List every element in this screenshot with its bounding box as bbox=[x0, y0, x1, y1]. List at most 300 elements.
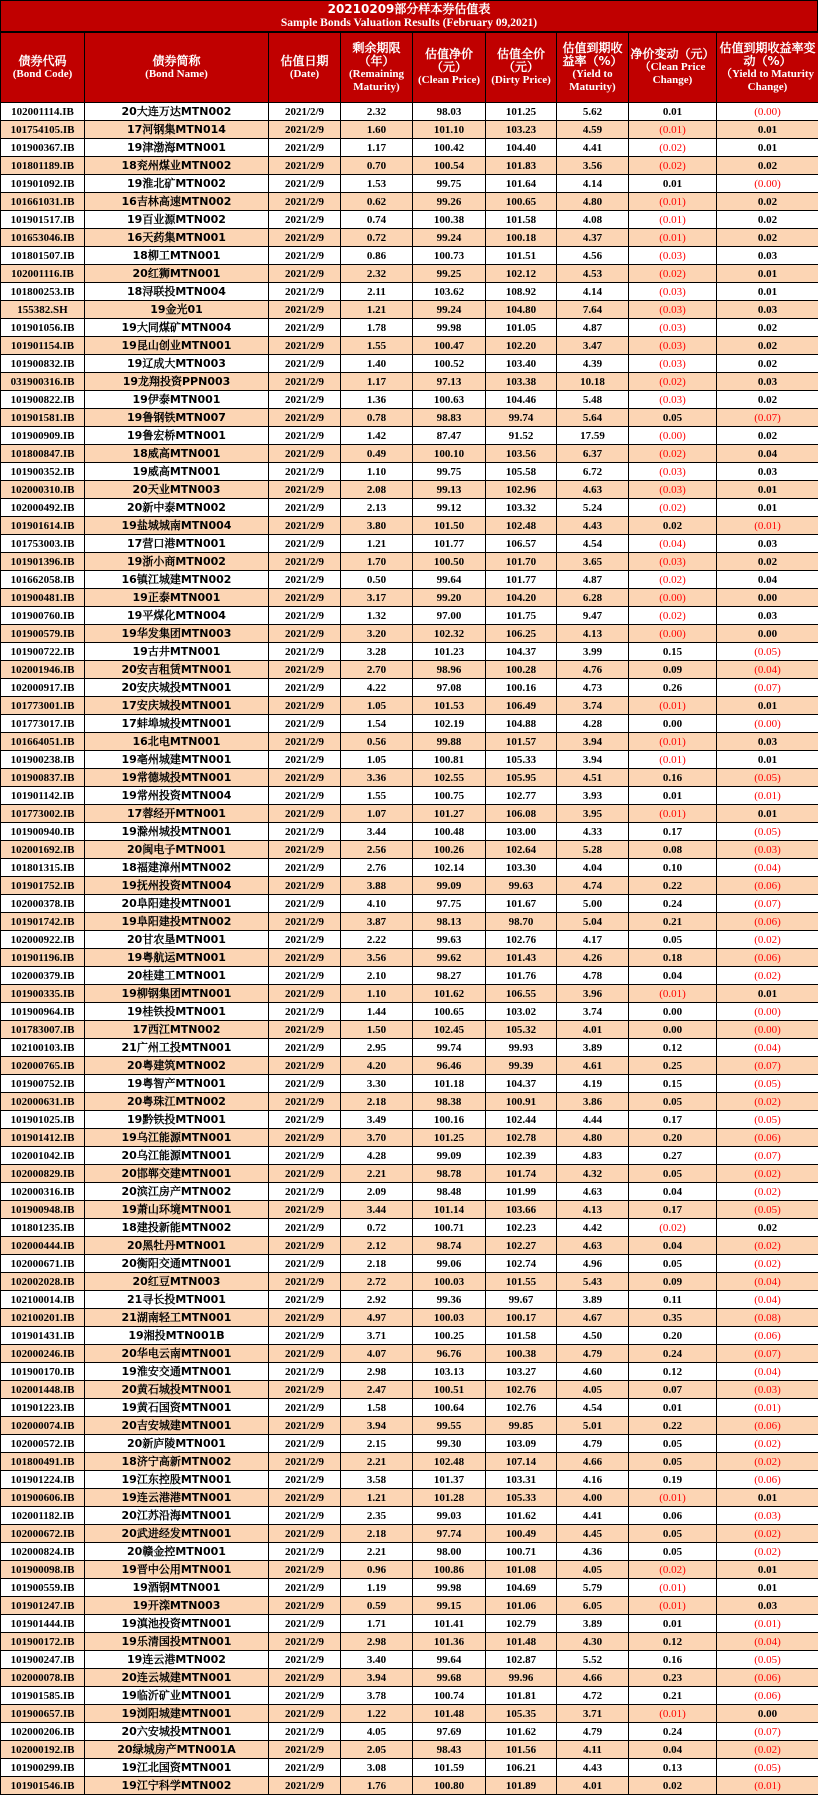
cell-clean-price-change: (0.03) bbox=[629, 355, 717, 373]
cell-bond-name: 19江北国资MTN001 bbox=[85, 1759, 269, 1777]
cell-clean-price: 99.30 bbox=[413, 1435, 486, 1453]
cell-bond-name: 20赣金控MTN001 bbox=[85, 1543, 269, 1561]
cell-date: 2021/2/9 bbox=[269, 337, 341, 355]
cell-bond-code: 101901092.IB bbox=[1, 175, 85, 193]
cell-clean-price: 99.06 bbox=[413, 1255, 486, 1273]
cell-clean-price-change: (0.01) bbox=[629, 1579, 717, 1597]
cell-dirty-price: 101.48 bbox=[486, 1633, 557, 1651]
cell-date: 2021/2/9 bbox=[269, 1363, 341, 1381]
cell-bond-code: 101801189.IB bbox=[1, 157, 85, 175]
bond-valuation-table bbox=[0, 32, 818, 1795]
cell-bond-name: 19大同煤矿MTN004 bbox=[85, 319, 269, 337]
cell-date: 2021/2/9 bbox=[269, 877, 341, 895]
cell-clean-price: 98.00 bbox=[413, 1543, 486, 1561]
cell-dirty-price: 100.49 bbox=[486, 1525, 557, 1543]
cell-yield-to-maturity: 5.48 bbox=[557, 391, 629, 409]
cell-date: 2021/2/9 bbox=[269, 1201, 341, 1219]
cell-clean-price-change: 0.05 bbox=[629, 1543, 717, 1561]
cell-date: 2021/2/9 bbox=[269, 1741, 341, 1759]
cell-ytm-change: (0.02) bbox=[717, 1741, 818, 1759]
cell-clean-price-change: (0.03) bbox=[629, 319, 717, 337]
table-row bbox=[1, 139, 818, 157]
cell-ytm-change: 0.00 bbox=[717, 1705, 818, 1723]
cell-clean-price: 100.80 bbox=[413, 1777, 486, 1795]
cell-yield-to-maturity: 4.66 bbox=[557, 1453, 629, 1471]
cell-clean-price: 100.54 bbox=[413, 157, 486, 175]
cell-clean-price-change: (0.01) bbox=[629, 985, 717, 1003]
cell-clean-price: 100.65 bbox=[413, 1003, 486, 1021]
table-row bbox=[1, 1651, 818, 1669]
cell-bond-name: 20天业MTN003 bbox=[85, 481, 269, 499]
table-row bbox=[1, 1561, 818, 1579]
cell-bond-name: 19滁州城投MTN001 bbox=[85, 823, 269, 841]
cell-ytm-change: 0.01 bbox=[717, 751, 818, 769]
cell-ytm-change: 0.00 bbox=[717, 589, 818, 607]
cell-remaining-maturity: 3.94 bbox=[341, 1417, 413, 1435]
cell-clean-price: 101.27 bbox=[413, 805, 486, 823]
cell-clean-price-change: 0.01 bbox=[629, 1615, 717, 1633]
cell-remaining-maturity: 2.72 bbox=[341, 1273, 413, 1291]
cell-date: 2021/2/9 bbox=[269, 697, 341, 715]
title-english: Sample Bonds Valuation Results (February 09,2021) bbox=[280, 17, 538, 29]
cell-yield-to-maturity: 4.54 bbox=[557, 535, 629, 553]
cell-clean-price-change: 0.24 bbox=[629, 1345, 717, 1363]
cell-dirty-price: 107.14 bbox=[486, 1453, 557, 1471]
cell-remaining-maturity: 2.76 bbox=[341, 859, 413, 877]
cell-ytm-change: 0.04 bbox=[717, 445, 818, 463]
cell-yield-to-maturity: 4.56 bbox=[557, 247, 629, 265]
cell-dirty-price: 101.08 bbox=[486, 1561, 557, 1579]
cell-bond-code: 101800847.IB bbox=[1, 445, 85, 463]
cell-bond-name: 19阜阳建投MTN002 bbox=[85, 913, 269, 931]
cell-clean-price-change: (0.01) bbox=[629, 751, 717, 769]
cell-date: 2021/2/9 bbox=[269, 1291, 341, 1309]
cell-remaining-maturity: 4.28 bbox=[341, 1147, 413, 1165]
cell-yield-to-maturity: 4.63 bbox=[557, 1183, 629, 1201]
cell-date: 2021/2/9 bbox=[269, 1669, 341, 1687]
cell-dirty-price: 101.56 bbox=[486, 1741, 557, 1759]
cell-date: 2021/2/9 bbox=[269, 625, 341, 643]
cell-remaining-maturity: 2.18 bbox=[341, 1093, 413, 1111]
cell-clean-price: 99.74 bbox=[413, 1039, 486, 1057]
table-row bbox=[1, 733, 818, 751]
cell-yield-to-maturity: 4.79 bbox=[557, 1435, 629, 1453]
cell-date: 2021/2/9 bbox=[269, 247, 341, 265]
cell-bond-code: 102001692.IB bbox=[1, 841, 85, 859]
cell-clean-price: 97.00 bbox=[413, 607, 486, 625]
cell-yield-to-maturity: 6.28 bbox=[557, 589, 629, 607]
cell-clean-price-change: (0.03) bbox=[629, 553, 717, 571]
cell-bond-code: 101901224.IB bbox=[1, 1471, 85, 1489]
cell-remaining-maturity: 3.30 bbox=[341, 1075, 413, 1093]
cell-yield-to-maturity: 4.16 bbox=[557, 1471, 629, 1489]
cell-dirty-price: 103.32 bbox=[486, 499, 557, 517]
table-row bbox=[1, 121, 818, 139]
cell-remaining-maturity: 2.05 bbox=[341, 1741, 413, 1759]
cell-dirty-price: 101.70 bbox=[486, 553, 557, 571]
cell-date: 2021/2/9 bbox=[269, 841, 341, 859]
cell-date: 2021/2/9 bbox=[269, 373, 341, 391]
cell-date: 2021/2/9 bbox=[269, 463, 341, 481]
cell-clean-price: 102.19 bbox=[413, 715, 486, 733]
cell-clean-price-change: (0.03) bbox=[629, 283, 717, 301]
table-row bbox=[1, 715, 818, 733]
cell-clean-price-change: 0.06 bbox=[629, 1507, 717, 1525]
table-row bbox=[1, 805, 818, 823]
cell-clean-price: 98.83 bbox=[413, 409, 486, 427]
cell-clean-price-change: (0.00) bbox=[629, 589, 717, 607]
cell-date: 2021/2/9 bbox=[269, 1507, 341, 1525]
cell-date: 2021/2/9 bbox=[269, 1651, 341, 1669]
cell-dirty-price: 104.20 bbox=[486, 589, 557, 607]
cell-date: 2021/2/9 bbox=[269, 1111, 341, 1129]
cell-remaining-maturity: 0.74 bbox=[341, 211, 413, 229]
cell-bond-code: 102000379.IB bbox=[1, 967, 85, 985]
cell-remaining-maturity: 3.71 bbox=[341, 1327, 413, 1345]
cell-dirty-price: 100.65 bbox=[486, 193, 557, 211]
cell-dirty-price: 99.93 bbox=[486, 1039, 557, 1057]
cell-clean-price-change: 0.26 bbox=[629, 679, 717, 697]
cell-bond-name: 19金光01 bbox=[85, 301, 269, 319]
cell-date: 2021/2/9 bbox=[269, 1723, 341, 1741]
cell-bond-code: 102000572.IB bbox=[1, 1435, 85, 1453]
cell-clean-price: 99.15 bbox=[413, 1597, 486, 1615]
cell-ytm-change: (0.04) bbox=[717, 1291, 818, 1309]
cell-dirty-price: 101.81 bbox=[486, 1687, 557, 1705]
cell-remaining-maturity: 3.80 bbox=[341, 517, 413, 535]
cell-clean-price-change: 0.18 bbox=[629, 949, 717, 967]
cell-bond-name: 20安吉租赁MTN001 bbox=[85, 661, 269, 679]
cell-bond-code: 101773002.IB bbox=[1, 805, 85, 823]
cell-date: 2021/2/9 bbox=[269, 931, 341, 949]
cell-bond-name: 19江东控股MTN001 bbox=[85, 1471, 269, 1489]
cell-bond-code: 101900752.IB bbox=[1, 1075, 85, 1093]
cell-ytm-change: (0.00) bbox=[717, 1021, 818, 1039]
cell-bond-code: 102000310.IB bbox=[1, 481, 85, 499]
table-row bbox=[1, 193, 818, 211]
table-row bbox=[1, 1435, 818, 1453]
table-row bbox=[1, 1525, 818, 1543]
cell-remaining-maturity: 2.32 bbox=[341, 103, 413, 121]
cell-bond-code: 102100201.IB bbox=[1, 1309, 85, 1327]
cell-bond-name: 19华发集团MTN003 bbox=[85, 625, 269, 643]
table-row bbox=[1, 1147, 818, 1165]
table-row bbox=[1, 589, 818, 607]
cell-remaining-maturity: 4.07 bbox=[341, 1345, 413, 1363]
cell-remaining-maturity: 2.18 bbox=[341, 1255, 413, 1273]
cell-yield-to-maturity: 4.11 bbox=[557, 1741, 629, 1759]
cell-ytm-change: 0.03 bbox=[717, 733, 818, 751]
cell-bond-name: 19开滦MTN003 bbox=[85, 1597, 269, 1615]
cell-remaining-maturity: 1.17 bbox=[341, 373, 413, 391]
cell-bond-name: 18福建漳州MTN002 bbox=[85, 859, 269, 877]
cell-bond-name: 20阜阳建投MTN001 bbox=[85, 895, 269, 913]
cell-date: 2021/2/9 bbox=[269, 139, 341, 157]
cell-ytm-change: 0.03 bbox=[717, 535, 818, 553]
cell-dirty-price: 101.77 bbox=[486, 571, 557, 589]
cell-dirty-price: 99.39 bbox=[486, 1057, 557, 1075]
cell-ytm-change: 0.02 bbox=[717, 319, 818, 337]
cell-clean-price: 98.27 bbox=[413, 967, 486, 985]
cell-date: 2021/2/9 bbox=[269, 283, 341, 301]
header-row bbox=[1, 33, 818, 103]
cell-dirty-price: 104.37 bbox=[486, 643, 557, 661]
cell-yield-to-maturity: 4.43 bbox=[557, 1759, 629, 1777]
cell-clean-price-change: 0.04 bbox=[629, 1237, 717, 1255]
cell-ytm-change: 0.01 bbox=[717, 283, 818, 301]
table-row bbox=[1, 1003, 818, 1021]
cell-clean-price-change: 0.12 bbox=[629, 1633, 717, 1651]
cell-remaining-maturity: 2.13 bbox=[341, 499, 413, 517]
cell-ytm-change: (0.02) bbox=[717, 1543, 818, 1561]
table-row bbox=[1, 355, 818, 373]
table-row bbox=[1, 1363, 818, 1381]
cell-dirty-price: 103.09 bbox=[486, 1435, 557, 1453]
cell-bond-name: 19常德城投MTN001 bbox=[85, 769, 269, 787]
cell-bond-code: 101900247.IB bbox=[1, 1651, 85, 1669]
cell-bond-code: 101773001.IB bbox=[1, 697, 85, 715]
table-row bbox=[1, 211, 818, 229]
cell-bond-name: 19古井MTN001 bbox=[85, 643, 269, 661]
cell-dirty-price: 101.06 bbox=[486, 1597, 557, 1615]
cell-bond-code: 101662058.IB bbox=[1, 571, 85, 589]
cell-remaining-maturity: 0.50 bbox=[341, 571, 413, 589]
cell-bond-name: 19正泰MTN001 bbox=[85, 589, 269, 607]
cell-clean-price-change: 0.27 bbox=[629, 1147, 717, 1165]
cell-yield-to-maturity: 3.89 bbox=[557, 1615, 629, 1633]
cell-yield-to-maturity: 4.61 bbox=[557, 1057, 629, 1075]
cell-bond-name: 20武进经发MTN001 bbox=[85, 1525, 269, 1543]
table-row bbox=[1, 265, 818, 283]
cell-date: 2021/2/9 bbox=[269, 1435, 341, 1453]
cell-ytm-change: 0.04 bbox=[717, 571, 818, 589]
cell-yield-to-maturity: 10.18 bbox=[557, 373, 629, 391]
cell-clean-price: 97.13 bbox=[413, 373, 486, 391]
cell-dirty-price: 100.16 bbox=[486, 679, 557, 697]
cell-yield-to-maturity: 3.96 bbox=[557, 985, 629, 1003]
cell-remaining-maturity: 1.58 bbox=[341, 1399, 413, 1417]
cell-ytm-change: 0.01 bbox=[717, 121, 818, 139]
cell-remaining-maturity: 0.72 bbox=[341, 229, 413, 247]
cell-remaining-maturity: 0.96 bbox=[341, 1561, 413, 1579]
cell-yield-to-maturity: 4.60 bbox=[557, 1363, 629, 1381]
cell-bond-code: 101901546.IB bbox=[1, 1777, 85, 1795]
cell-remaining-maturity: 1.21 bbox=[341, 535, 413, 553]
cell-bond-name: 18威高MTN001 bbox=[85, 445, 269, 463]
cell-ytm-change: (0.06) bbox=[717, 1327, 818, 1345]
cell-clean-price: 100.50 bbox=[413, 553, 486, 571]
table-row bbox=[1, 931, 818, 949]
cell-bond-name: 20江苏沿海MTN001 bbox=[85, 1507, 269, 1525]
cell-bond-code: 101901431.IB bbox=[1, 1327, 85, 1345]
cell-clean-price: 100.03 bbox=[413, 1273, 486, 1291]
cell-clean-price: 99.68 bbox=[413, 1669, 486, 1687]
cell-yield-to-maturity: 4.39 bbox=[557, 355, 629, 373]
cell-remaining-maturity: 3.44 bbox=[341, 1201, 413, 1219]
cell-clean-price: 99.36 bbox=[413, 1291, 486, 1309]
col-bond-code: 债券代码 (Bond Code) bbox=[1, 33, 85, 103]
cell-yield-to-maturity: 4.51 bbox=[557, 769, 629, 787]
cell-clean-price: 99.75 bbox=[413, 463, 486, 481]
cell-bond-code: 101901142.IB bbox=[1, 787, 85, 805]
cell-clean-price-change: (0.03) bbox=[629, 463, 717, 481]
cell-clean-price: 98.38 bbox=[413, 1093, 486, 1111]
cell-yield-to-maturity: 3.71 bbox=[557, 1705, 629, 1723]
cell-yield-to-maturity: 4.14 bbox=[557, 175, 629, 193]
cell-date: 2021/2/9 bbox=[269, 1705, 341, 1723]
cell-date: 2021/2/9 bbox=[269, 1345, 341, 1363]
cell-clean-price-change: 0.00 bbox=[629, 1003, 717, 1021]
cell-yield-to-maturity: 6.05 bbox=[557, 1597, 629, 1615]
cell-clean-price: 101.77 bbox=[413, 535, 486, 553]
cell-bond-code: 101900940.IB bbox=[1, 823, 85, 841]
table-row bbox=[1, 463, 818, 481]
cell-remaining-maturity: 2.21 bbox=[341, 1453, 413, 1471]
cell-clean-price: 98.03 bbox=[413, 103, 486, 121]
cell-bond-name: 19黄石国资MTN001 bbox=[85, 1399, 269, 1417]
cell-bond-name: 19江宁科学MTN002 bbox=[85, 1777, 269, 1795]
cell-yield-to-maturity: 4.42 bbox=[557, 1219, 629, 1237]
cell-dirty-price: 100.18 bbox=[486, 229, 557, 247]
table-row bbox=[1, 1741, 818, 1759]
cell-ytm-change: (0.04) bbox=[717, 859, 818, 877]
cell-remaining-maturity: 1.54 bbox=[341, 715, 413, 733]
cell-dirty-price: 102.64 bbox=[486, 841, 557, 859]
cell-remaining-maturity: 3.87 bbox=[341, 913, 413, 931]
cell-dirty-price: 100.17 bbox=[486, 1309, 557, 1327]
cell-clean-price-change: (0.01) bbox=[629, 733, 717, 751]
cell-yield-to-maturity: 4.87 bbox=[557, 319, 629, 337]
cell-yield-to-maturity: 4.41 bbox=[557, 139, 629, 157]
cell-remaining-maturity: 2.35 bbox=[341, 1507, 413, 1525]
table-row bbox=[1, 877, 818, 895]
table-row bbox=[1, 445, 818, 463]
cell-ytm-change: 0.03 bbox=[717, 247, 818, 265]
cell-remaining-maturity: 2.11 bbox=[341, 283, 413, 301]
cell-bond-code: 102000829.IB bbox=[1, 1165, 85, 1183]
cell-bond-code: 101900367.IB bbox=[1, 139, 85, 157]
cell-yield-to-maturity: 4.63 bbox=[557, 1237, 629, 1255]
cell-yield-to-maturity: 4.73 bbox=[557, 679, 629, 697]
cell-bond-code: 101801235.IB bbox=[1, 1219, 85, 1237]
cell-date: 2021/2/9 bbox=[269, 823, 341, 841]
cell-clean-price: 99.09 bbox=[413, 877, 486, 895]
cell-date: 2021/2/9 bbox=[269, 103, 341, 121]
cell-dirty-price: 101.67 bbox=[486, 895, 557, 913]
col-yield-to-maturity: 估值到期收益率（%） (Yield to Maturity) bbox=[557, 33, 629, 103]
cell-bond-name: 19萧山环境MTN001 bbox=[85, 1201, 269, 1219]
table-row bbox=[1, 697, 818, 715]
cell-clean-price: 99.26 bbox=[413, 193, 486, 211]
table-row bbox=[1, 1687, 818, 1705]
cell-dirty-price: 101.43 bbox=[486, 949, 557, 967]
cell-remaining-maturity: 2.98 bbox=[341, 1633, 413, 1651]
cell-date: 2021/2/9 bbox=[269, 1687, 341, 1705]
cell-bond-code: 101901154.IB bbox=[1, 337, 85, 355]
cell-dirty-price: 106.21 bbox=[486, 1759, 557, 1777]
cell-bond-code: 101901247.IB bbox=[1, 1597, 85, 1615]
cell-yield-to-maturity: 4.28 bbox=[557, 715, 629, 733]
cell-bond-name: 19鲁钢铁MTN007 bbox=[85, 409, 269, 427]
cell-clean-price-change: (0.01) bbox=[629, 1489, 717, 1507]
cell-bond-code: 102000672.IB bbox=[1, 1525, 85, 1543]
table-row bbox=[1, 481, 818, 499]
cell-clean-price: 100.42 bbox=[413, 139, 486, 157]
cell-bond-code: 101900238.IB bbox=[1, 751, 85, 769]
cell-yield-to-maturity: 4.36 bbox=[557, 1543, 629, 1561]
cell-ytm-change: 0.02 bbox=[717, 391, 818, 409]
cell-date: 2021/2/9 bbox=[269, 571, 341, 589]
cell-clean-price-change: 0.22 bbox=[629, 1417, 717, 1435]
cell-clean-price: 101.25 bbox=[413, 1129, 486, 1147]
cell-remaining-maturity: 2.95 bbox=[341, 1039, 413, 1057]
cell-yield-to-maturity: 3.94 bbox=[557, 733, 629, 751]
cell-dirty-price: 101.99 bbox=[486, 1183, 557, 1201]
cell-dirty-price: 101.64 bbox=[486, 175, 557, 193]
cell-bond-name: 20六安城投MTN001 bbox=[85, 1723, 269, 1741]
table-row bbox=[1, 409, 818, 427]
cell-clean-price: 99.64 bbox=[413, 1651, 486, 1669]
cell-ytm-change: (0.02) bbox=[717, 931, 818, 949]
cell-bond-name: 19临沂矿业MTN001 bbox=[85, 1687, 269, 1705]
cell-bond-code: 102001042.IB bbox=[1, 1147, 85, 1165]
cell-bond-code: 101901412.IB bbox=[1, 1129, 85, 1147]
cell-clean-price: 100.63 bbox=[413, 391, 486, 409]
cell-date: 2021/2/9 bbox=[269, 1417, 341, 1435]
cell-ytm-change: (0.06) bbox=[717, 949, 818, 967]
cell-clean-price: 100.75 bbox=[413, 787, 486, 805]
cell-yield-to-maturity: 5.04 bbox=[557, 913, 629, 931]
cell-ytm-change: (0.07) bbox=[717, 1147, 818, 1165]
cell-yield-to-maturity: 4.45 bbox=[557, 1525, 629, 1543]
cell-clean-price-change: 0.02 bbox=[629, 1777, 717, 1795]
cell-remaining-maturity: 4.05 bbox=[341, 1723, 413, 1741]
cell-clean-price: 101.37 bbox=[413, 1471, 486, 1489]
cell-clean-price: 98.74 bbox=[413, 1237, 486, 1255]
cell-yield-to-maturity: 4.00 bbox=[557, 1489, 629, 1507]
cell-clean-price: 96.46 bbox=[413, 1057, 486, 1075]
cell-date: 2021/2/9 bbox=[269, 949, 341, 967]
cell-clean-price: 102.55 bbox=[413, 769, 486, 787]
cell-date: 2021/2/9 bbox=[269, 1759, 341, 1777]
cell-dirty-price: 98.70 bbox=[486, 913, 557, 931]
cell-clean-price: 100.25 bbox=[413, 1327, 486, 1345]
cell-dirty-price: 103.02 bbox=[486, 1003, 557, 1021]
cell-ytm-change: (0.06) bbox=[717, 877, 818, 895]
cell-ytm-change: (0.06) bbox=[717, 913, 818, 931]
cell-remaining-maturity: 1.40 bbox=[341, 355, 413, 373]
cell-remaining-maturity: 1.21 bbox=[341, 1489, 413, 1507]
cell-yield-to-maturity: 6.72 bbox=[557, 463, 629, 481]
cell-yield-to-maturity: 4.05 bbox=[557, 1561, 629, 1579]
cell-clean-price: 99.20 bbox=[413, 589, 486, 607]
cell-remaining-maturity: 0.56 bbox=[341, 733, 413, 751]
cell-dirty-price: 101.25 bbox=[486, 103, 557, 121]
cell-clean-price-change: 0.04 bbox=[629, 1183, 717, 1201]
cell-clean-price: 99.24 bbox=[413, 301, 486, 319]
cell-clean-price: 99.12 bbox=[413, 499, 486, 517]
cell-dirty-price: 103.00 bbox=[486, 823, 557, 841]
cell-clean-price-change: (0.01) bbox=[629, 1705, 717, 1723]
cell-dirty-price: 104.37 bbox=[486, 1075, 557, 1093]
cell-bond-name: 19浏阳城建MTN001 bbox=[85, 1705, 269, 1723]
cell-bond-code: 101900098.IB bbox=[1, 1561, 85, 1579]
cell-dirty-price: 105.32 bbox=[486, 1021, 557, 1039]
cell-ytm-change: (0.02) bbox=[717, 1237, 818, 1255]
col-bond-name: 债券简称 (Bond Name) bbox=[85, 33, 269, 103]
cell-clean-price: 96.76 bbox=[413, 1345, 486, 1363]
cell-bond-code: 102000631.IB bbox=[1, 1093, 85, 1111]
